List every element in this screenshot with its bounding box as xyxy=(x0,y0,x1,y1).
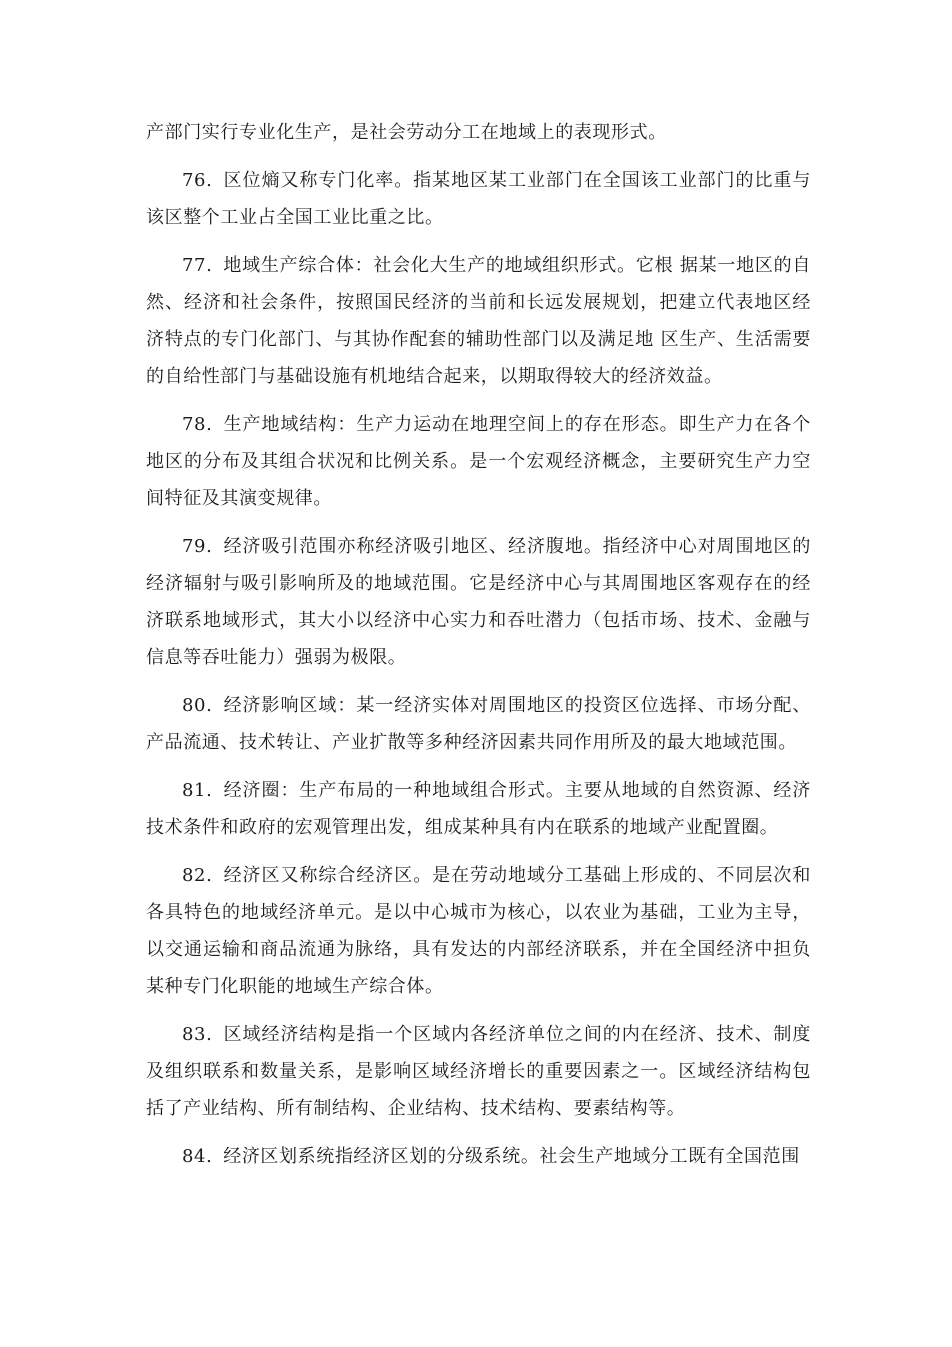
paragraph-78 xyxy=(146,406,811,517)
paragraph-number: 76. xyxy=(182,170,213,191)
paragraph-79 xyxy=(146,528,811,676)
paragraph-text: 经济圈：生产布局的一种地域组合形式。主要从地域的自然资源、经济技术条件和政府的宏观管理出发，组成某种具有内在联系的地域产业配置圈。 xyxy=(146,780,811,838)
paragraph-text: 经济吸引范围亦称经济吸引地区、经济腹地。指经济中心对周围地区的经济辐射与吸引影响所及的地域范围。它是经济中心与其周围地区客观存在的经济联系地域形式，其大小以经济中心实力和吞吐潜力（包括市场、技术、金融与信息等吞吐能力）强弱为极限。 xyxy=(146,536,811,668)
paragraph-76 xyxy=(146,162,811,236)
paragraph-text: 经济区又称综合经济区。是在劳动地域分工基础上形成的、不同层次和各具特色的地域经济单元。是以中心城市为核心，以农业为基础，工业为主导，以交通运输和商品流通为脉络，具有发达的内部经济联系，并在全国经济中担负某种专门化职能的地域生产综合体。 xyxy=(146,865,811,997)
paragraph-text: 生产地域结构：生产力运动在地理空间上的存在形态。即生产力在各个地区的分布及其组合状况和比例关系。是一个宏观经济概念，主要研究生产力空间特征及其演变规律。 xyxy=(146,414,811,509)
paragraph-84 xyxy=(146,1138,811,1175)
paragraph-number: 80. xyxy=(182,695,213,716)
paragraph-number: 82. xyxy=(182,865,213,886)
paragraph-80 xyxy=(146,687,811,761)
paragraph-text: 区位熵又称专门化率。指某地区某工业部门在全国该工业部门的比重与该区整个工业占全国工业比重之比。 xyxy=(146,170,811,228)
paragraph-text: 区域经济结构是指一个区域内各经济单位之间的内在经济、技术、制度及组织联系和数量关系，是影响区域经济增长的重要因素之一。区域经济结构包括了产业结构、所有制结构、企业结构、技术结构、要素结构等。 xyxy=(146,1024,811,1119)
paragraph-continuation xyxy=(146,114,811,151)
paragraph-number: 81. xyxy=(182,780,213,801)
paragraph-number: 84. xyxy=(182,1146,213,1167)
paragraph-text: 地域生产综合体：社会化大生产的地域组织形式。它根 据某一地区的自然、经济和社会条件，按照国民经济的当前和长远发展规划，把建立代表地区经济特点的专门化部门、与其协作配套的辅助性部门以及满足地 区生产、生活需要的自给性部门与基础设施有机地结合起来，以期取得较大的经济效益。 xyxy=(146,255,811,387)
paragraph-number: 77. xyxy=(182,255,213,276)
paragraph-number: 79. xyxy=(182,536,213,557)
paragraph-number: 78. xyxy=(182,414,213,435)
paragraph-text: 产部门实行专业化生产，是社会劳动分工在地域上的表现形式。 xyxy=(146,122,667,143)
paragraph-text: 经济影响区域：某一经济实体对周围地区的投资区位选择、市场分配、产品流通、技术转让、产业扩散等多种经济因素共同作用所及的最大地域范围。 xyxy=(146,695,811,753)
paragraph-82 xyxy=(146,857,811,1005)
document-body xyxy=(146,114,811,1186)
paragraph-77 xyxy=(146,247,811,395)
paragraph-text: 经济区划系统指经济区划的分级系统。社会生产地域分工既有全国范围 xyxy=(223,1146,800,1167)
paragraph-81 xyxy=(146,772,811,846)
paragraph-83 xyxy=(146,1016,811,1127)
paragraph-number: 83. xyxy=(182,1024,213,1045)
